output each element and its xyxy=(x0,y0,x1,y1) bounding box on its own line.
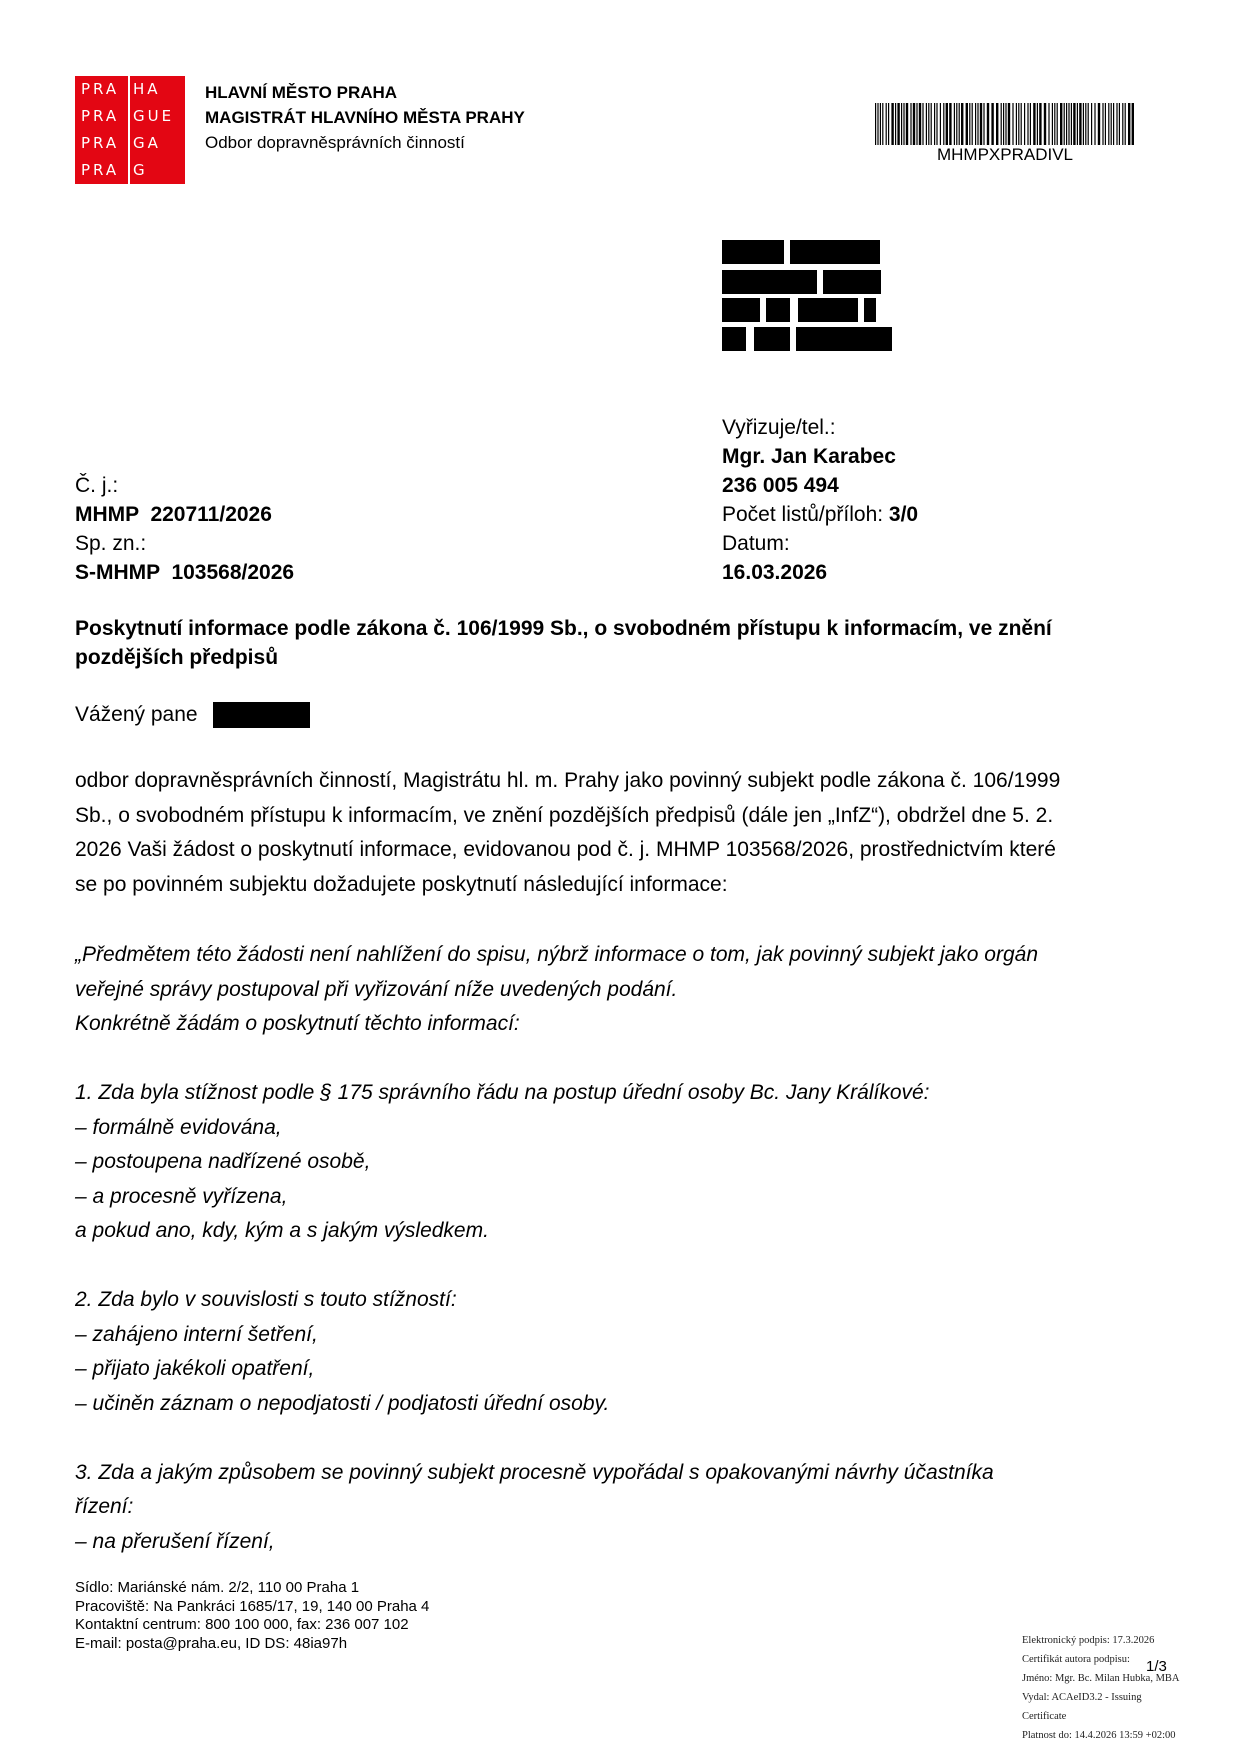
barcode-bar xyxy=(877,103,878,145)
logo-row xyxy=(75,157,185,184)
barcode-bar xyxy=(991,103,993,145)
barcode-bar xyxy=(1108,103,1109,145)
barcode-bar xyxy=(1064,103,1065,145)
barcode-bar xyxy=(1122,103,1123,145)
file-number-value: S-MHMP 103568/2026 xyxy=(75,561,295,584)
barcode-bar xyxy=(888,103,889,145)
barcode-bar xyxy=(913,103,915,145)
logo-row xyxy=(75,130,185,157)
barcode-bar xyxy=(919,103,921,145)
barcode-bar xyxy=(1132,103,1134,145)
barcode-bar xyxy=(1073,103,1075,145)
barcode-bar xyxy=(975,103,976,145)
text-line: 1. Zda byla stížnost podle § 175 správního řádu na postup úřední osoby Bc. Jany Králíkové: xyxy=(75,1081,930,1104)
text-line xyxy=(75,1042,1175,1077)
barcode-bar xyxy=(972,103,973,145)
quoted-request xyxy=(75,938,1175,1559)
text-line: – postoupena nadřízené osobě, xyxy=(75,1150,371,1173)
text-line: – formálně evidována, xyxy=(75,1115,282,1139)
text-line: se po povinném subjektu dožadujete poskytnutí následující informace: xyxy=(75,872,728,896)
logo-text: G xyxy=(133,161,148,179)
signature-line: Jméno: Mgr. Bc. Milan Hubka, MBA xyxy=(1022,1673,1180,1684)
barcode-bar xyxy=(1037,103,1038,145)
barcode-bar xyxy=(1012,103,1013,145)
barcode-bar xyxy=(980,103,982,145)
barcode-bar xyxy=(1057,103,1058,145)
text-line: řízení: xyxy=(75,1495,134,1518)
barcode-bar xyxy=(882,103,883,145)
prague-logo xyxy=(75,76,185,184)
barcode-bar xyxy=(1016,103,1017,145)
barcode-bar xyxy=(895,103,896,145)
text-line: 2026 Vaši žádost o poskytnutí informace, evidovanou pod č. j. MHMP 103568/2026, prostřednictvím které xyxy=(75,838,1056,861)
barcode-bar xyxy=(1008,103,1010,145)
letterhead xyxy=(205,80,525,155)
text-line xyxy=(75,1421,1175,1456)
barcode-bar xyxy=(983,103,984,145)
barcode-bar xyxy=(926,103,927,145)
barcode-bar xyxy=(1005,103,1006,145)
redaction xyxy=(754,327,790,351)
text-line: Sb., o svobodném přístupu k informacím, ve znění pozdějších předpisů (dále jen „InfZ“), obdržel dne 5. 2. xyxy=(75,803,1054,827)
redaction xyxy=(722,327,746,351)
barcode-bar xyxy=(1021,103,1022,145)
barcode-bar xyxy=(1052,103,1053,145)
sheet-count xyxy=(722,500,918,529)
electronic-signature xyxy=(1022,1631,1182,1745)
barcode-bar xyxy=(1044,103,1046,145)
barcode-bar xyxy=(961,103,963,145)
barcode-bar xyxy=(1027,103,1028,145)
barcode-bar xyxy=(1125,103,1126,145)
logo-text: PRA xyxy=(81,80,120,98)
footer-line: E-mail: posta@praha.eu, ID DS: 48ia97h xyxy=(75,1634,348,1652)
barcode-bar xyxy=(1039,103,1041,145)
barcode-bar xyxy=(901,103,902,145)
text-line: Konkrétně žádám o poskytnutí těchto informací: xyxy=(75,1012,520,1035)
text-line: odbor dopravněsprávních činností, Magistrátu hl. m. Prahy jako povinný subjekt podle zákona č. 106/1999 xyxy=(75,769,1061,792)
barcode-bar xyxy=(928,103,929,145)
redaction xyxy=(722,240,784,264)
barcode-bar xyxy=(977,103,978,145)
barcode-bar xyxy=(943,103,944,145)
barcode-bar xyxy=(956,103,957,145)
redaction xyxy=(864,298,876,322)
barcode-bar xyxy=(1071,103,1072,145)
redaction xyxy=(766,298,790,322)
barcode-bar xyxy=(1119,103,1120,145)
logo-row xyxy=(75,76,185,103)
barcode-bar xyxy=(969,103,970,145)
page-number: 1/3 xyxy=(1146,1658,1167,1675)
barcode-bar xyxy=(1091,103,1092,145)
ref-number-label: Č. j.: xyxy=(75,474,119,497)
salutation-text: Vážený pane xyxy=(75,703,198,726)
logo-text: HA xyxy=(133,80,161,98)
barcode-bar xyxy=(906,103,908,145)
signature-line: Vydal: ACAeID3.2 - Issuing Certificate xyxy=(1022,1692,1142,1722)
text-line: 3. Zda a jakým způsobem se povinný subjekt procesně vypořádal s opakovanými návrhy účastníka xyxy=(75,1460,994,1484)
barcode-bar xyxy=(946,103,948,145)
barcode-bar xyxy=(1033,103,1035,145)
barcode-bar xyxy=(922,103,923,145)
letter-subject: Poskytnutí informace podle zákona č. 106/1999 Sb., o svobodném přístupu k informacím, ve znění pozdějších předpisů xyxy=(75,617,1052,669)
redaction xyxy=(722,270,817,294)
logo-text: GUE xyxy=(133,107,175,125)
date-value: 16.03.2026 xyxy=(722,561,828,584)
office-name: MAGISTRÁT HLAVNÍHO MĚSTA PRAHY xyxy=(205,108,525,127)
barcode-bar xyxy=(1003,103,1004,145)
barcode-bar xyxy=(987,103,989,145)
barcode-bar xyxy=(1018,103,1019,145)
barcode-bar xyxy=(959,103,960,145)
barcode-bar xyxy=(1079,103,1081,145)
handler-block xyxy=(722,413,918,587)
date-label: Datum: xyxy=(722,532,790,555)
signature-line: Elektronický podpis: 17.3.2026 xyxy=(1022,1635,1155,1646)
barcode-bar xyxy=(1060,103,1062,145)
barcode-bar xyxy=(1066,103,1067,145)
text-line: veřejné správy postupoval při vyřizování níže uvedených podání. xyxy=(75,977,678,1001)
barcode-bar xyxy=(1098,103,1100,145)
barcode-bar xyxy=(1054,103,1055,145)
city-name: HLAVNÍ MĚSTO PRAHA xyxy=(205,83,398,102)
text-line: – zahájeno interní šetření, xyxy=(75,1322,318,1346)
barcode-bar xyxy=(1068,103,1069,145)
barcode-bar xyxy=(880,103,881,145)
sheet-count-label: Počet listů/příloh: xyxy=(722,503,889,526)
intro-paragraph xyxy=(75,764,1175,902)
barcode-bar xyxy=(1024,103,1025,145)
barcode-bar xyxy=(1102,103,1103,145)
redaction xyxy=(213,702,310,728)
barcode-bar xyxy=(1105,103,1106,145)
ref-number-value: MHMP 220711/2026 xyxy=(75,503,272,526)
text-line: 2. Zda bylo v souvislosti s touto stížností: xyxy=(75,1288,457,1311)
barcode-bar xyxy=(1094,103,1095,145)
barcode-bar xyxy=(1077,103,1078,145)
barcode-bar xyxy=(897,103,899,145)
text-line: „Předmětem této žádosti není nahlížení do spisu, nýbrž informace o tom, jak povinný subjekt jako orgán xyxy=(75,943,1039,966)
logo-row xyxy=(75,103,185,130)
logo-text: GA xyxy=(133,134,161,152)
redaction xyxy=(796,327,892,351)
salutation xyxy=(75,700,198,729)
logo-text: PRA xyxy=(81,134,120,152)
barcode-bar xyxy=(1116,103,1117,145)
text-line xyxy=(75,1249,1175,1284)
barcode-bar xyxy=(954,103,955,145)
barcode-bar xyxy=(934,103,935,145)
barcode-bar xyxy=(891,103,893,145)
barcode-bar xyxy=(1001,103,1002,145)
handler-name: Mgr. Jan Karabec xyxy=(722,445,896,468)
logo-divider xyxy=(128,76,130,184)
footer-address xyxy=(75,1579,429,1653)
handler-phone: 236 005 494 xyxy=(722,474,839,497)
logo-text: PRA xyxy=(81,107,120,125)
department-name: Odbor dopravněsprávních činností xyxy=(205,133,465,152)
logo-text: PRA xyxy=(81,161,120,179)
barcode-text: MHMPXPRADIVL xyxy=(936,145,1074,164)
barcode-bar xyxy=(931,103,932,145)
barcode xyxy=(875,103,1135,145)
barcode-bar xyxy=(940,103,941,145)
handler-label: Vyřizuje/tel.: xyxy=(722,416,836,439)
barcode-bar xyxy=(886,103,887,145)
footer-line: Kontaktní centrum: 800 100 000, fax: 236 007 102 xyxy=(75,1616,409,1633)
barcode-bar xyxy=(1083,103,1084,145)
signature-line: Certifikát autora podpisu: xyxy=(1022,1654,1130,1665)
sheet-count-value: 3/0 xyxy=(888,503,919,526)
signature-line: Platnost do: 14.4.2026 13:59 +02:00 xyxy=(1022,1730,1176,1741)
footer-line: Pracoviště: Na Pankráci 1685/17, 19, 140 00 Praha 4 xyxy=(75,1597,430,1615)
text-line: a pokud ano, kdy, kým a s jakým výsledkem. xyxy=(75,1219,489,1242)
redaction xyxy=(722,298,760,322)
text-line: – přijato jakékoli opatření, xyxy=(75,1357,315,1380)
file-number-label: Sp. zn.: xyxy=(75,532,147,555)
barcode-bar xyxy=(996,103,998,145)
barcode-bar xyxy=(1128,103,1130,145)
text-line: – a procesně vyřízena, xyxy=(75,1184,288,1208)
barcode-bar xyxy=(1088,103,1089,145)
barcode-bar xyxy=(1113,103,1114,145)
text-line: – na přerušení řízení, xyxy=(75,1529,275,1553)
barcode-bar xyxy=(910,103,911,145)
barcode-bar xyxy=(1030,103,1031,145)
barcode-bar xyxy=(1085,103,1086,145)
barcode-bar xyxy=(875,103,876,145)
text-line: – učiněn záznam o nepodjatosti / podjatosti úřední osoby. xyxy=(75,1391,610,1415)
barcode-bar xyxy=(1111,103,1112,145)
footer-line: Sídlo: Mariánské nám. 2/2, 110 00 Praha 1 xyxy=(75,1579,360,1596)
barcode-bar xyxy=(966,103,968,145)
barcode-bar xyxy=(936,103,937,145)
redaction xyxy=(823,270,881,294)
redaction xyxy=(798,298,858,322)
barcode-bar xyxy=(949,103,951,145)
barcode-bar xyxy=(916,103,917,145)
barcode-bar xyxy=(1048,103,1049,145)
reference-block xyxy=(75,471,294,587)
redaction xyxy=(790,240,880,264)
barcode-bar xyxy=(903,103,904,145)
